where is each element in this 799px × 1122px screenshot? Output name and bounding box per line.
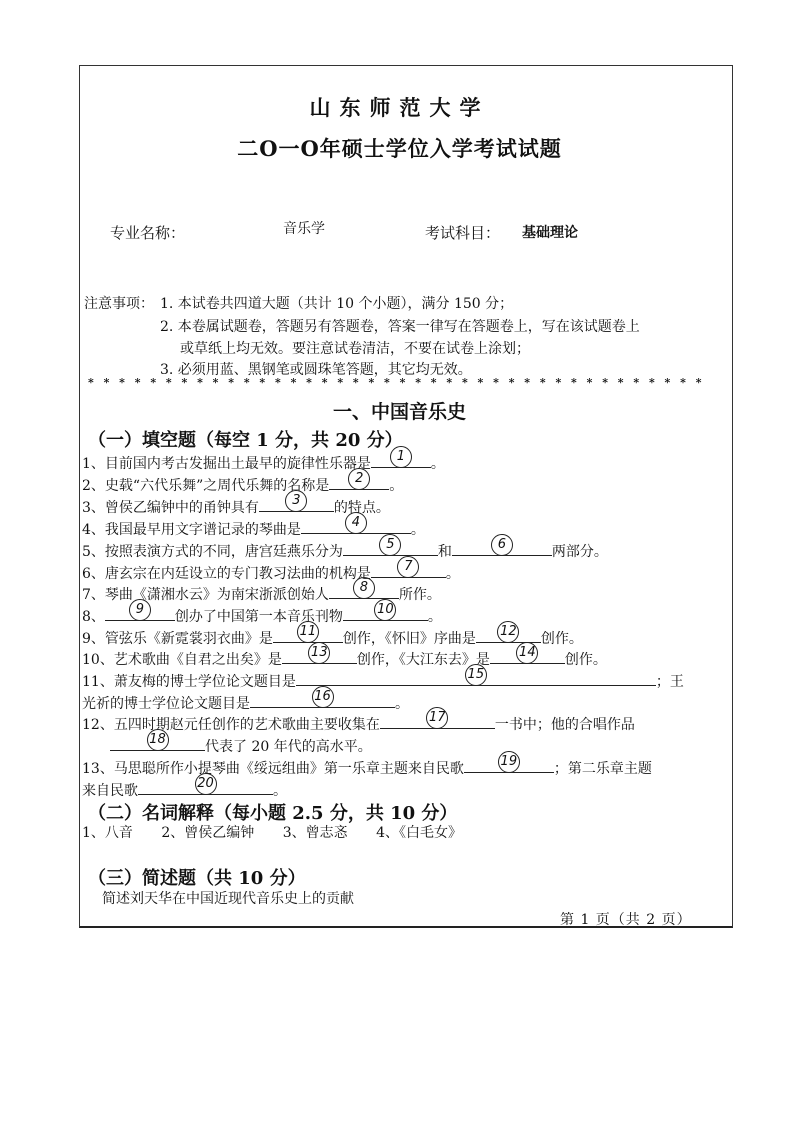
answer-blank: [301, 515, 411, 534]
term-item: 3、曾志忞: [282, 825, 348, 841]
essay-question: 简述刘天华在中国近现代音乐史上的贡献: [102, 891, 354, 907]
major-label: 专业名称：: [110, 224, 186, 242]
answer-blank: [273, 624, 343, 643]
handwritten-circled-number: 14: [516, 642, 538, 664]
answer-blank: [464, 754, 554, 773]
handwritten-circled-number: 7: [397, 556, 419, 578]
question-text: 两部分。: [551, 544, 608, 560]
handwritten-circled-number: 13: [308, 642, 330, 664]
handwritten-circled-number: 19: [498, 751, 520, 773]
question-text: 4、我国最早用文字谱记录的琴曲是: [82, 522, 301, 538]
handwritten-circled-number: 5: [379, 534, 401, 556]
answer-blank: [329, 580, 399, 599]
question-line: [82, 667, 684, 692]
answer-blank: [371, 559, 446, 578]
question-text: 的特点。: [333, 500, 390, 516]
answer-blank: [110, 732, 205, 751]
term-item: 4、《白毛女》: [376, 825, 463, 841]
question-text: 12、五四时期赵元任创作的艺术歌曲主要收集在: [82, 717, 380, 733]
handwritten-circled-number: 12: [497, 621, 519, 643]
university-name: 山东师范大学: [309, 95, 490, 120]
answer-blank: [452, 537, 552, 556]
answer-blank: [343, 602, 428, 621]
question-text: 所作。: [398, 587, 441, 603]
page-number: 第 1 页（共 2 页）: [560, 912, 692, 928]
question-text: 。: [395, 696, 409, 712]
question-text: ；第二乐章主题: [553, 761, 652, 777]
handwritten-circled-number: 15: [465, 664, 487, 686]
answer-blank: [282, 645, 357, 664]
answer-blank: [380, 710, 495, 729]
answer-blank: [343, 537, 438, 556]
handwritten-circled-number: 8: [353, 577, 375, 599]
handwritten-circled-number: 4: [345, 512, 367, 534]
question-text: 5、按照表演方式的不同，唐宫廷燕乐分为: [82, 544, 343, 560]
question-line: [82, 624, 583, 649]
question-text: 。: [410, 522, 425, 538]
question-line: [82, 471, 404, 496]
answer-blank: [296, 667, 656, 686]
answer-blank: [476, 624, 541, 643]
question-text: 10、艺术歌曲《自君之出矣》是: [82, 652, 282, 668]
subject-value: 基础理论: [522, 225, 578, 241]
question-line: [82, 776, 287, 801]
handwritten-circled-number: 1: [390, 446, 412, 468]
question-text: 2、史载“六代乐舞”之周代乐舞的名称是: [82, 478, 330, 494]
handwritten-circled-number: 17: [426, 707, 448, 729]
note-item: 1. 本试卷共四道大题（共计 10 个小题），满分 150 分；: [160, 296, 514, 312]
question-text: 光祈的博士学位论文题目是: [82, 696, 250, 712]
answer-blank: [259, 493, 334, 512]
question-text: 8、: [82, 609, 105, 625]
term-list: [82, 822, 486, 842]
part2-title: （二）名词解释（每小题 2.5 分，共 10 分）: [88, 803, 458, 824]
answer-blank: [250, 689, 395, 708]
answer-blank: [329, 471, 389, 490]
question-line: [82, 559, 460, 584]
question-text: 创办了中国第一本音乐刊物: [174, 609, 343, 625]
part1-title: （一）填空题（每空 1 分，共 20 分）: [88, 430, 403, 451]
section-title: 一、中国音乐史: [332, 401, 466, 423]
handwritten-circled-number: 18: [147, 729, 169, 751]
question-text: 13、马思聪所作小提琴曲《绥远组曲》第一乐章主题来自民歌: [82, 761, 464, 777]
handwritten-circled-number: 9: [129, 599, 151, 621]
answer-blank: [371, 449, 431, 468]
handwritten-circled-number: 2: [348, 468, 370, 490]
question-text: 。: [445, 566, 460, 582]
subject-label: 考试科目：: [425, 224, 501, 242]
answer-blank: [105, 602, 175, 621]
note-item: 3. 必须用蓝、黑钢笔或圆珠笔答题，其它均无效。: [160, 362, 472, 378]
answer-blank: [490, 645, 565, 664]
star-separator: * * * * * * * * * * * * * * * * * * * * * * * * * * * * * * * * * * * * * * * *: [88, 376, 705, 389]
question-text: 6、唐玄宗在内廷设立的专门教习法曲的机构是: [82, 566, 371, 582]
handwritten-circled-number: 10: [374, 599, 396, 621]
question-line: [82, 754, 652, 779]
question-text: 。: [427, 609, 442, 625]
question-line: [82, 732, 372, 757]
question-line: [82, 449, 445, 474]
note-item: 或草纸上均无效。要注意试卷清洁，不要在试卷上涂划；: [180, 341, 530, 357]
part3-title: （三）简述题（共 10 分）: [88, 868, 306, 889]
question-text: 9、管弦乐《新霓裳羽衣曲》是: [82, 631, 273, 647]
question-text: 创作。: [540, 631, 583, 647]
question-text: 3、曾侯乙编钟中的甬钟具有: [82, 500, 259, 516]
question-text: ；王: [655, 674, 684, 690]
question-text: 和: [437, 544, 452, 560]
question-text: 来自民歌: [82, 783, 138, 799]
question-text: 7、琴曲《潇湘水云》为南宋浙派创始人: [82, 587, 329, 603]
notes-label: 注意事项：: [84, 296, 154, 312]
handwritten-circled-number: 11: [297, 621, 319, 643]
question-text: 。: [430, 456, 445, 472]
question-text: 。: [389, 478, 404, 494]
question-text: 创作。: [564, 652, 607, 668]
question-text: 创作，《大江东去》是: [356, 652, 490, 668]
question-text: 11、萧友梅的博士学位论文题目是: [82, 674, 296, 690]
question-text: 创作，《怀旧》序曲是: [342, 631, 476, 647]
major-value: 音乐学: [283, 221, 325, 237]
question-text: 代表了 20 年代的高水平。: [205, 739, 372, 755]
question-text: 1、目前国内考古发掘出土最早的旋律性乐器是: [82, 456, 371, 472]
question-line: [82, 537, 608, 562]
question-text: 。: [273, 783, 287, 799]
handwritten-circled-number: 3: [285, 490, 307, 512]
handwritten-circled-number: 6: [491, 534, 513, 556]
question-line: [82, 602, 442, 627]
question-line: [82, 645, 607, 670]
exam-title: 二O一O年硕士学位入学考试试题: [237, 136, 562, 161]
answer-blank: [138, 776, 273, 795]
question-line: [82, 515, 425, 540]
question-line: [82, 493, 390, 518]
handwritten-circled-number: 20: [195, 773, 217, 795]
question-text: [82, 739, 110, 755]
question-text: 一书中；他的合唱作品: [494, 717, 635, 733]
term-item: 2、曾侯乙编钟: [161, 825, 255, 841]
question-line: [82, 689, 409, 714]
term-item: 1、八音: [82, 825, 133, 841]
note-item: 2. 本卷属试题卷，答题另有答题卷，答案一律写在答题卷上，写在该试题卷上: [160, 319, 640, 335]
handwritten-circled-number: 16: [312, 686, 334, 708]
